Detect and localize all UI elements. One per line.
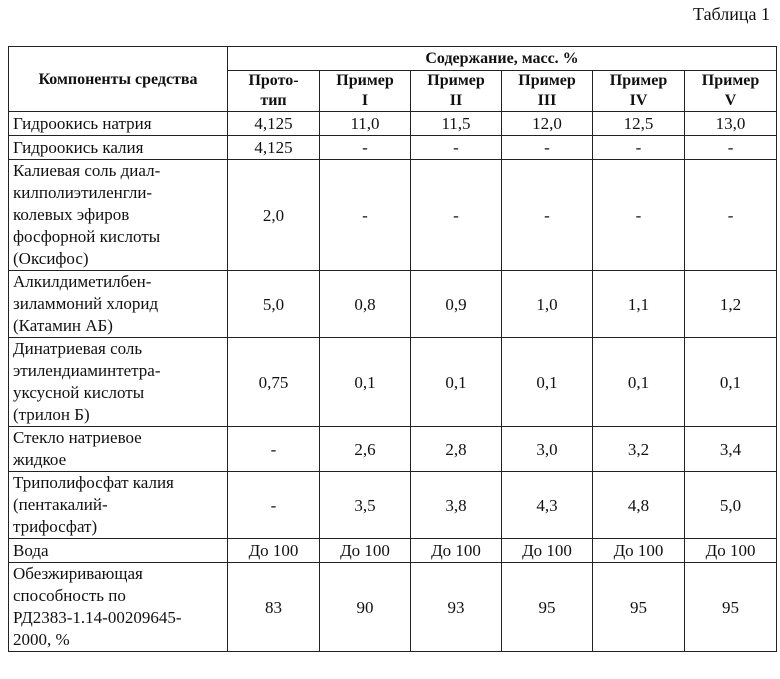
table-cell-value: 2,8 — [411, 427, 502, 472]
table-cell-value: - — [411, 136, 502, 160]
component-name — [9, 563, 228, 652]
table-cell-value: 0,1 — [593, 338, 685, 427]
table-row — [9, 427, 777, 472]
column-header-example-4: Пример IV — [593, 71, 685, 112]
table-cell-value: 0,1 — [320, 338, 411, 427]
component-name-line: Гидроокись калия — [13, 137, 144, 157]
column-header-example-3: Пример III — [502, 71, 593, 112]
component-name-line: (Оксифос) — [13, 249, 89, 268]
component-name — [9, 136, 228, 160]
table-row — [9, 338, 777, 427]
component-name-line: способность по — [13, 586, 126, 605]
table-cell-value: 1,2 — [685, 271, 777, 338]
table-row — [9, 112, 777, 136]
composition-table — [8, 46, 777, 652]
table-cell-value: 83 — [228, 563, 320, 652]
component-name — [9, 338, 228, 427]
table-cell-value: 5,0 — [228, 271, 320, 338]
component-name-line: (трилон Б) — [13, 405, 90, 424]
component-name-line: Триполифосфат калия — [13, 473, 174, 492]
component-name-line: Калиевая соль диал- — [13, 161, 161, 180]
component-name-line: Алкилдиметилбен- — [13, 272, 152, 291]
table-cell-value: 4,8 — [593, 472, 685, 539]
table-cell-value: 2,0 — [228, 160, 320, 271]
column-header-example-2: Пример II — [411, 71, 502, 112]
table-row — [9, 539, 777, 563]
table-cell-value: - — [593, 136, 685, 160]
table-cell-value: - — [685, 136, 777, 160]
table-row — [9, 563, 777, 652]
component-name-line: колевых эфиров — [13, 205, 130, 224]
component-name-line: этилендиаминтетра- — [13, 361, 161, 380]
table-cell-value: До 100 — [411, 539, 502, 563]
component-name-line: (Катамин АБ) — [13, 316, 113, 335]
table-cell-value: 3,2 — [593, 427, 685, 472]
table-cell-value: - — [228, 427, 320, 472]
component-name-line: фосфорной кислоты — [13, 227, 161, 246]
table-cell-value: 95 — [685, 563, 777, 652]
table-cell-value: До 100 — [593, 539, 685, 563]
component-name-line: килполиэтиленгли- — [13, 183, 153, 202]
table-row — [9, 136, 777, 160]
column-header-prototype: Прото- тип — [228, 71, 320, 112]
table-row — [9, 160, 777, 271]
component-name — [9, 160, 228, 271]
table-cell-value: - — [685, 160, 777, 271]
table-cell-value: 0,1 — [411, 338, 502, 427]
table-cell-value: 11,0 — [320, 112, 411, 136]
table-cell-value: - — [320, 160, 411, 271]
table-cell-value: 12,5 — [593, 112, 685, 136]
component-name-line: трифосфат) — [13, 517, 98, 536]
table-cell-value: 95 — [502, 563, 593, 652]
component-name — [9, 112, 228, 136]
table-cell-value: До 100 — [228, 539, 320, 563]
table-cell-value: 0,1 — [685, 338, 777, 427]
table-caption: Таблица 1 — [693, 4, 770, 24]
component-name-line: Обезжиривающая — [13, 564, 143, 583]
header-row-group — [9, 47, 777, 71]
table-cell-value: До 100 — [685, 539, 777, 563]
component-name-line: 2000, % — [13, 630, 70, 649]
component-name — [9, 472, 228, 539]
component-name-line: зиламмоний хлорид — [13, 294, 159, 313]
table-cell-value: 90 — [320, 563, 411, 652]
table-cell-value: - — [228, 472, 320, 539]
header-components: Компоненты средства — [9, 47, 228, 112]
table-cell-value: До 100 — [502, 539, 593, 563]
table-body — [9, 112, 777, 652]
table-cell-value: 11,5 — [411, 112, 502, 136]
table-cell-value: - — [502, 136, 593, 160]
table-cell-value: 12,0 — [502, 112, 593, 136]
table-cell-value: 0,1 — [502, 338, 593, 427]
table-cell-value: 93 — [411, 563, 502, 652]
component-name-line: жидкое — [13, 450, 67, 469]
table-cell-value: 4,3 — [502, 472, 593, 539]
component-name-line: Гидроокись натрия — [13, 113, 152, 133]
table-cell-value: 0,75 — [228, 338, 320, 427]
column-header-example-5: Пример V — [685, 71, 777, 112]
table-cell-value: 95 — [593, 563, 685, 652]
component-name-line: РД2383-1.14-00209645- — [13, 608, 182, 627]
table-cell-value: До 100 — [320, 539, 411, 563]
table-cell-value: 1,0 — [502, 271, 593, 338]
component-name-line: (пентакалий- — [13, 495, 108, 514]
table-cell-value: - — [593, 160, 685, 271]
component-name — [9, 539, 228, 563]
table-cell-value: 2,6 — [320, 427, 411, 472]
table-cell-value: 4,125 — [228, 112, 320, 136]
table-cell-value: 1,1 — [593, 271, 685, 338]
component-name-line: Вода — [13, 540, 49, 560]
table-cell-value: 13,0 — [685, 112, 777, 136]
table-cell-value: - — [320, 136, 411, 160]
table-cell-value: 5,0 — [685, 472, 777, 539]
table-row — [9, 472, 777, 539]
table-cell-value: - — [502, 160, 593, 271]
table-cell-value: 3,0 — [502, 427, 593, 472]
table-cell-value: 4,125 — [228, 136, 320, 160]
header-content-group: Содержание, масс. % — [228, 47, 777, 71]
table-cell-value: 0,9 — [411, 271, 502, 338]
component-name-line: Динатриевая соль — [13, 339, 143, 358]
table-cell-value: - — [411, 160, 502, 271]
table-cell-value: 3,8 — [411, 472, 502, 539]
column-header-example-1: Пример I — [320, 71, 411, 112]
table-row — [9, 271, 777, 338]
component-name — [9, 427, 228, 472]
table-cell-value: 3,4 — [685, 427, 777, 472]
table-cell-value: 3,5 — [320, 472, 411, 539]
component-name-line: Стекло натриевое — [13, 428, 142, 447]
component-name — [9, 271, 228, 338]
component-name-line: уксусной кислоты — [13, 383, 145, 402]
table-cell-value: 0,8 — [320, 271, 411, 338]
